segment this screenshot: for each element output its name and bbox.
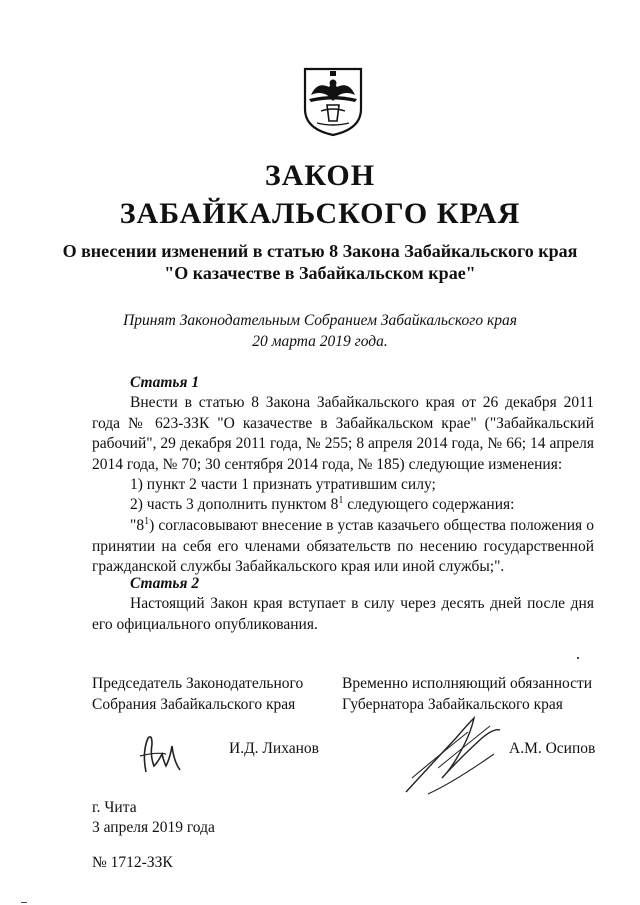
- article-2-text: [92, 594, 594, 635]
- adoption-note-line1: Принят Законодательным Собранием Забайкальского края: [123, 312, 517, 329]
- document-type-title: ЗАКОН: [264, 159, 376, 192]
- region-title: ЗАБАЙКАЛЬСКОГО КРАЯ: [119, 197, 521, 230]
- left-signatory-name: И.Д. Лиханов: [229, 740, 319, 757]
- article-1-quote-sup: 1: [144, 516, 150, 527]
- left-signatory-title: [92, 673, 303, 715]
- article-1-item-2-tail: следующего содержания:: [343, 496, 515, 513]
- city: г. Чита: [92, 799, 137, 816]
- article-1-quote-start: "8: [130, 517, 145, 534]
- law-subject: [0, 240, 640, 284]
- article-1-item-1: 1) пункт 2 части 1 признать утратившим силу;: [130, 476, 436, 493]
- adoption-note-line2: 20 марта 2019 года.: [252, 333, 388, 350]
- article-2-text-body: Настоящий Закон края вступает в силу через десять дней после дня его официального опубликования.: [92, 595, 594, 633]
- left-signatory-title-line2: Собрания Забайкальского края: [92, 696, 296, 713]
- right-signatory-title-line2: Губернатора Забайкальского края: [342, 696, 563, 713]
- right-handwritten-signature: [398, 708, 508, 805]
- article-1-heading: Статья 1: [130, 374, 200, 391]
- scan-speck: [577, 657, 579, 659]
- article-1-item-2-text: 2) часть 3 дополнить пунктом 8: [130, 496, 339, 513]
- article-1-quote: [92, 516, 594, 578]
- law-number: № 1712-ЗЗК: [92, 854, 173, 871]
- left-handwritten-signature: [136, 732, 186, 783]
- adoption-note: [0, 310, 640, 352]
- article-1-item-2: [130, 495, 514, 516]
- article-1-item-2-sup: 1: [338, 495, 344, 506]
- article-1-intro: [92, 393, 594, 475]
- law-subject-line1: О внесении изменений в статью 8 Закона Забайкальского края: [62, 241, 578, 261]
- left-signatory-title-line1: Председатель Законодательного: [92, 675, 304, 692]
- article-1-quote-text: ) согласовывают внесение в устав казачьего общества положения о принятии на себя его членами обязательств по несению государственной гражданской службы Забайкальского края или иной службы;".: [92, 517, 594, 576]
- article-2-heading: Статья 2: [130, 575, 200, 592]
- signing-date: 3 апреля 2019 года: [92, 819, 215, 836]
- law-subject-line2: "О казачестве в Забайкальском крае": [164, 263, 476, 283]
- article-1-intro-text: Внести в статью 8 Закона Забайкальского края от 26 декабря 2011 года № 623-ЗЗК "О казачестве в Забайкальском крае" ("Забайкальский рабочий", 29 декабря 2011 года, № 255; 8 апреля 2014 года, № 66; 14 апреля 2014 года, № 70; 30 сентября 2014 года, № 185) следующие изменения:: [92, 394, 594, 473]
- scan-speck: [21, 902, 27, 903]
- right-signatory-name: А.М. Осипов: [509, 740, 596, 757]
- zabaikalsky-coat-of-arms-icon: [303, 67, 363, 137]
- right-signatory-title-line1: Временно исполняющий обязанности: [342, 675, 593, 692]
